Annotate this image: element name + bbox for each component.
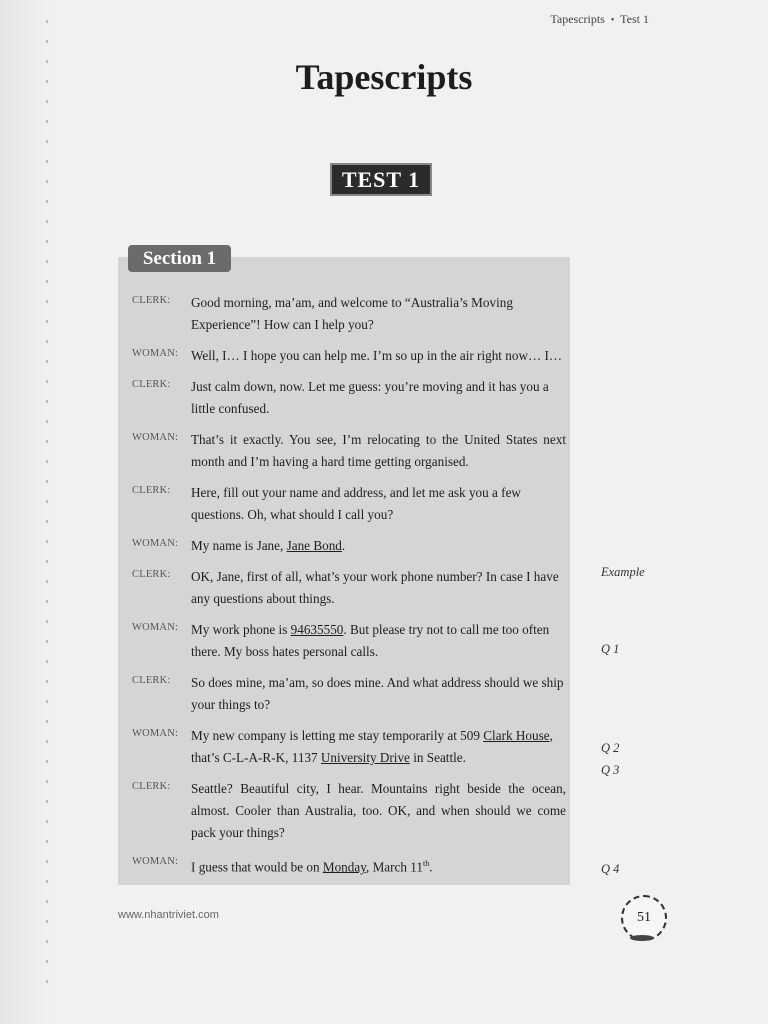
dialogue-text: I guess that would be on Monday, March 11th. <box>191 859 433 875</box>
question-label-q2: Q 2 <box>601 741 620 755</box>
page-title: Tapescripts <box>295 57 473 97</box>
answer-underline: Monday <box>322 859 366 875</box>
dialogue-text: My new company is letting me stay temporarily at 509 Clark House, that’s C-L-A-R-K, 1137 University Drive in Seattle. <box>191 728 553 765</box>
answer-underline: University Drive <box>320 750 410 765</box>
dialogue-text: Here, fill out your name and address, and let me ask you a few questions. Oh, what should I call you? <box>191 485 521 522</box>
example-label: Example <box>601 565 645 579</box>
binding-dots <box>46 20 48 1000</box>
dialogue-line <box>128 345 568 367</box>
dialogue-line <box>128 376 568 420</box>
answer-underline: 94635550 <box>290 622 344 637</box>
answer-underline: Clark House <box>483 728 550 743</box>
dialogue-text: Seattle? Beautiful city, I hear. Mountains right beside the ocean, almost. Cooler than Australia, too. OK, and when should we come pack your things? <box>191 781 566 840</box>
dialogue-line <box>128 429 568 473</box>
dialogue-line <box>128 566 568 610</box>
speaker-label: CLERK: <box>132 379 171 390</box>
speaker-label: WOMAN: <box>132 348 179 359</box>
page-edge <box>0 0 52 1024</box>
footer-url: www.nhantriviet.com <box>118 909 219 921</box>
dialogue-line <box>128 725 568 769</box>
question-label-q3: Q 3 <box>601 763 620 777</box>
speaker-label: WOMAN: <box>132 538 179 549</box>
dialogue-text: Just calm down, now. Let me guess: you’re moving and it has you a little confused. <box>191 379 549 416</box>
dialogue-line <box>128 292 568 336</box>
answer-underline: Jane Bond <box>286 538 342 553</box>
dialogue-text: Well, I… I hope you can help me. I’m so up in the air right now… I… <box>191 348 563 363</box>
dialogue-line <box>128 853 568 878</box>
test-badge: TEST 1 <box>330 163 432 196</box>
speaker-label: WOMAN: <box>132 432 179 443</box>
speaker-label: CLERK: <box>132 781 171 792</box>
section-label: Section 1 <box>128 245 231 272</box>
speaker-label: WOMAN: <box>132 622 179 633</box>
dialogue-line <box>128 535 568 557</box>
speaker-label: WOMAN: <box>132 728 179 739</box>
dialogue-line <box>128 778 568 844</box>
dialogue-text: My name is Jane, Jane Bond. <box>191 538 346 553</box>
dialogue-text: So does mine, ma’am, so does mine. And what address should we ship your things to? <box>191 675 564 712</box>
dialogue-text: That’s it exactly. You see, I’m relocating to the United States next month and I’m having a hard time getting organised. <box>191 432 566 469</box>
question-label-q4: Q 4 <box>601 862 620 876</box>
speaker-label: CLERK: <box>132 569 171 580</box>
dialogue-line <box>128 619 568 663</box>
question-label-q1: Q 1 <box>601 642 620 656</box>
running-head-section: Tapescripts <box>550 12 605 26</box>
running-head <box>550 12 649 27</box>
dialogue-text: OK, Jane, first of all, what’s your work phone number? In case I have any questions about things. <box>191 569 559 606</box>
speaker-label: CLERK: <box>132 675 171 686</box>
speaker-label: WOMAN: <box>132 856 179 867</box>
speaker-label: CLERK: <box>132 295 171 306</box>
page-number: 51 <box>621 895 667 941</box>
dialogue-text: My work phone is 94635550. But please try not to call me too often there. My boss hates personal calls. <box>191 622 550 659</box>
running-head-test: Test 1 <box>620 12 649 26</box>
dialogue-text: Good morning, ma’am, and welcome to “Australia’s Moving Experience”! How can I help you? <box>191 295 513 332</box>
page-number-shadow <box>630 935 654 941</box>
running-head-separator: • <box>610 15 615 26</box>
speaker-label: CLERK: <box>132 485 171 496</box>
dialogue-line <box>128 482 568 526</box>
dialogue-line <box>128 672 568 716</box>
dialogue <box>128 292 568 887</box>
